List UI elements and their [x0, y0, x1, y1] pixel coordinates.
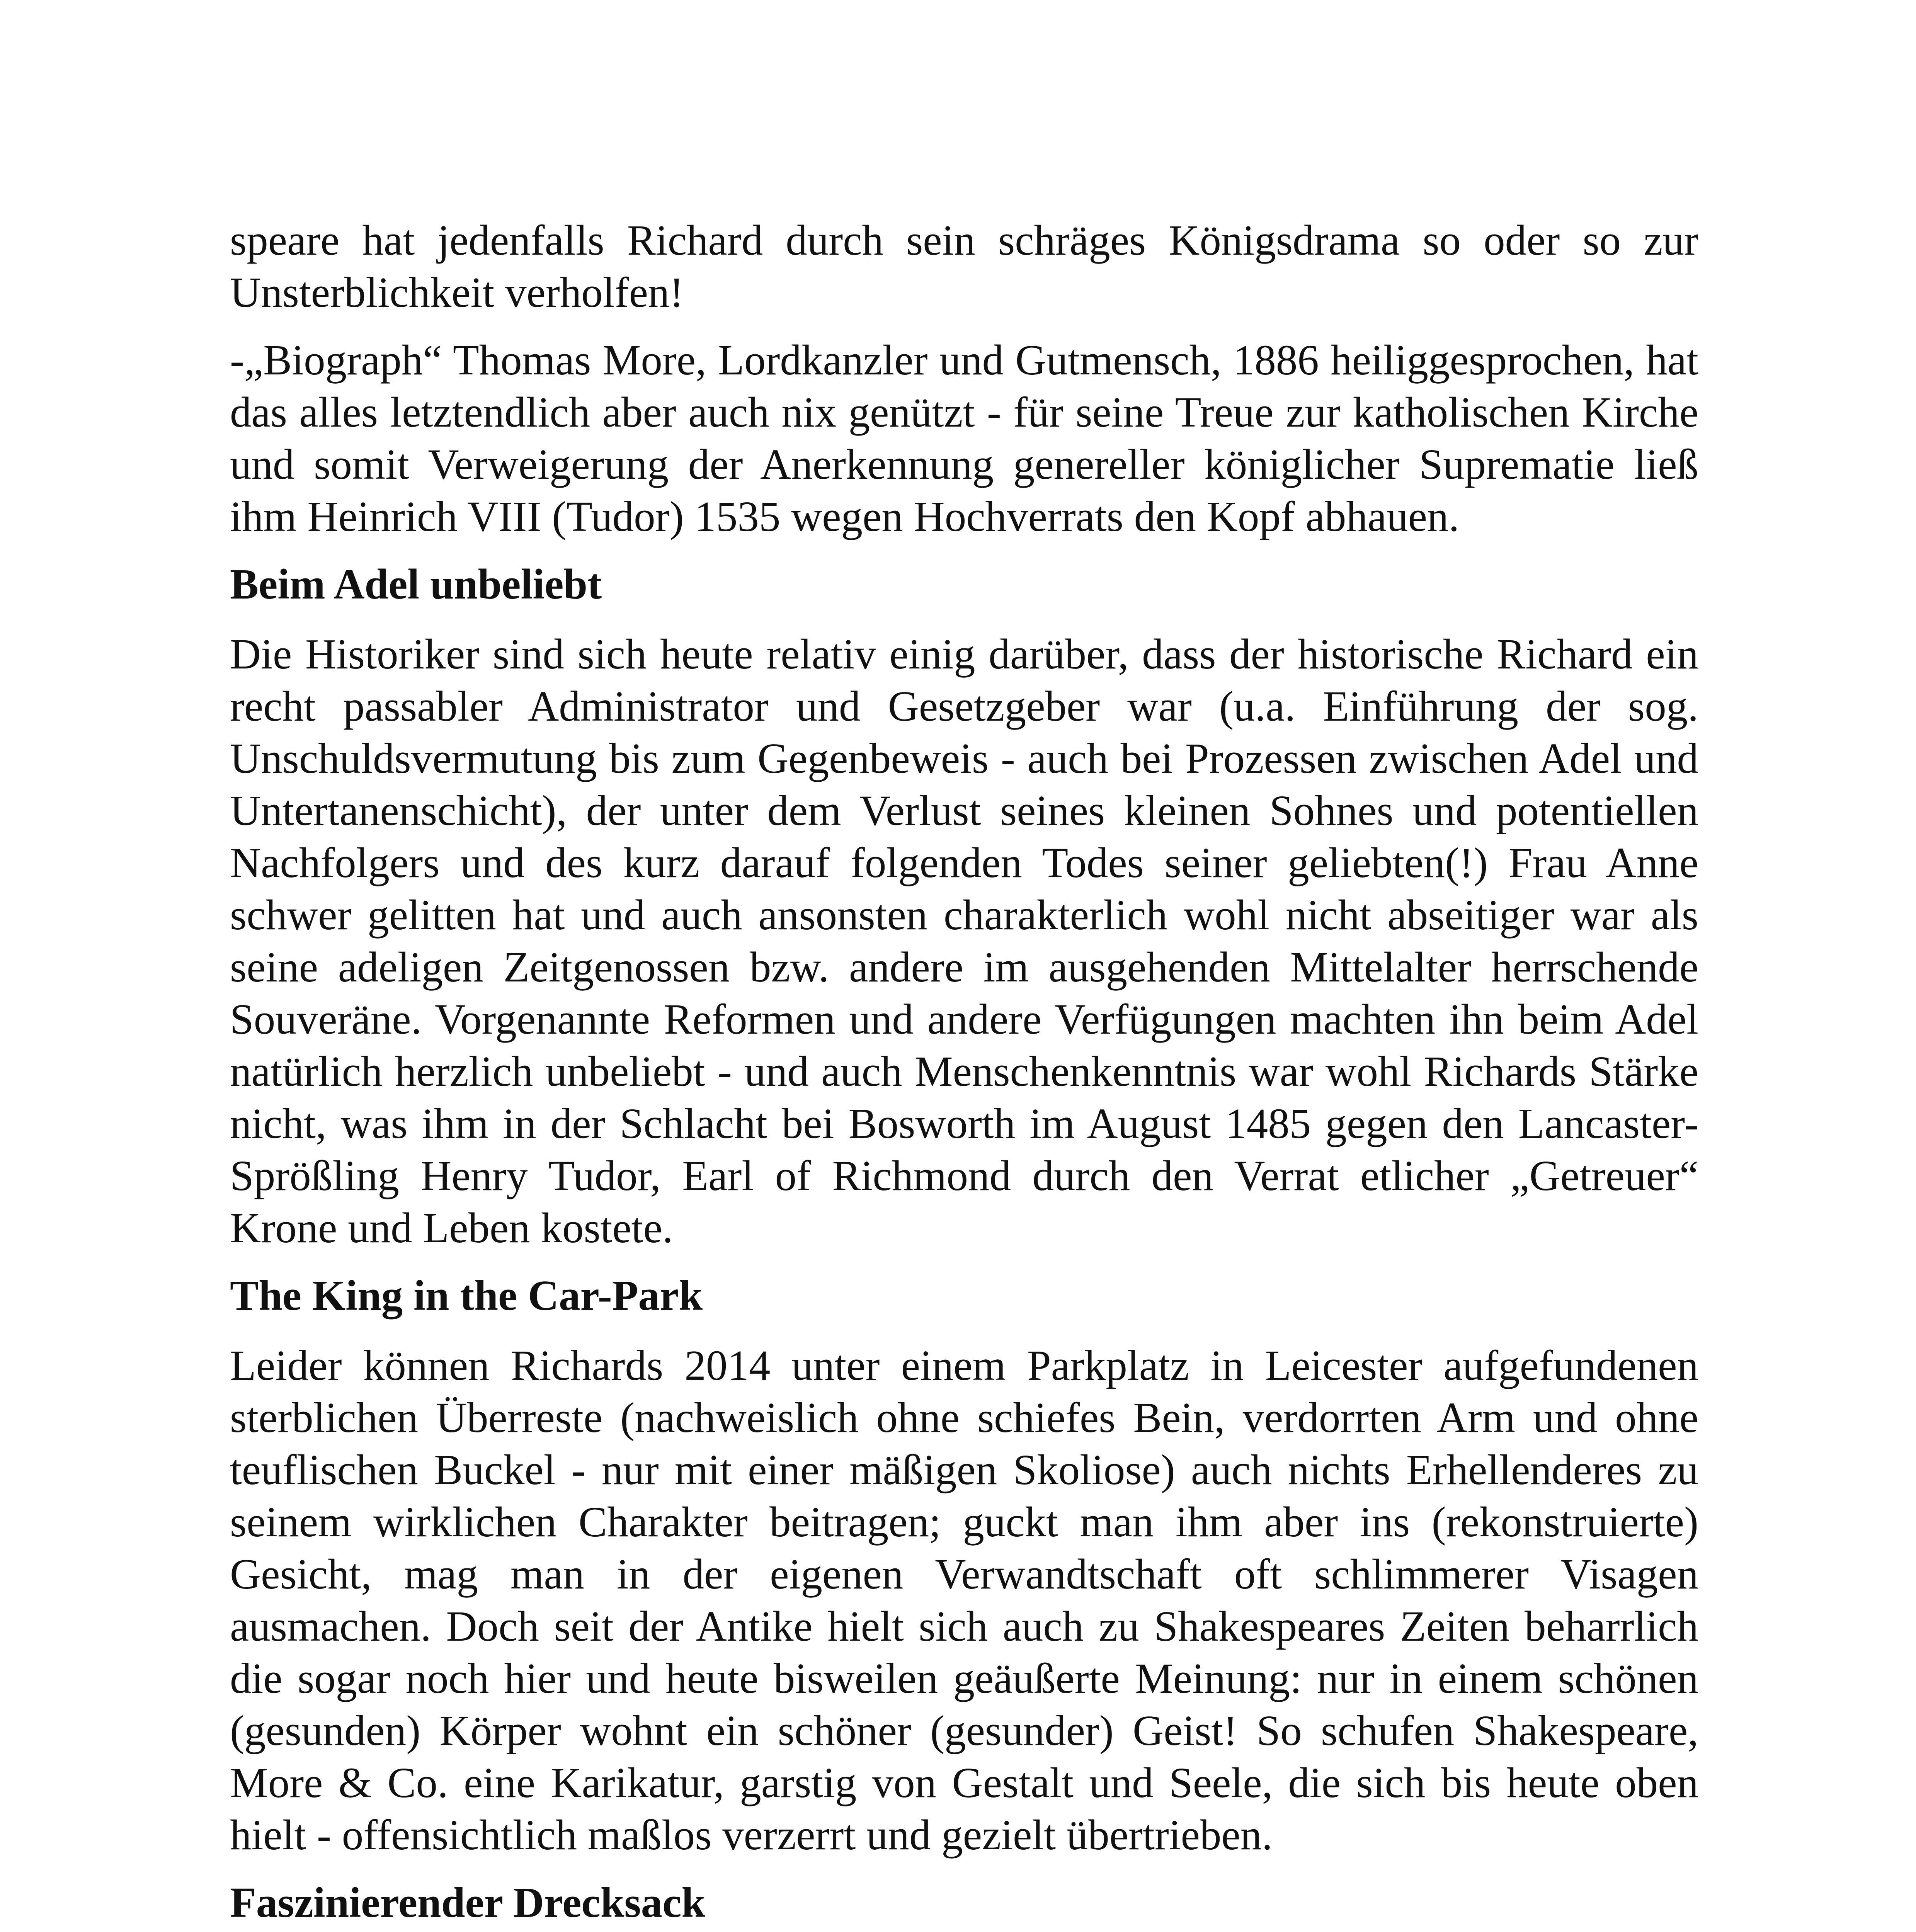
section-heading: The King in the Car-Park — [230, 1272, 703, 1320]
section-heading: Faszinierender Drecksack — [230, 1879, 706, 1927]
paragraph: Die Historiker sind sich heute relativ einig darüber, dass der historische Richard ein recht passabler Administrator und Gesetzgeber war (u.a. Einführung der sog. Unschuldsvermutung bis zum Gegenbeweis - auch bei Prozessen zwischen Adel und Untertanenschicht), der unter dem Verlust seines kleinen Sohnes und potentiellen Nachfolgers und des kurz darauf folgenden Todes seiner geliebten(!) Frau Anne schwer gelitten hat und auch ansonsten charakterlich wohl nicht abseitiger war als seine adeligen Zeitgenossen bzw. andere im ausgehenden Mittelalter herrschende Souveräne. Vorgenannte Reformen und andere Verfügungen machten ihn beim Adel natürlich herzlich unbeliebt - und auch Menschenkenntnis war wohl Richards Stärke nicht, was ihm in der Schlacht bei Bosworth im August 1485 gegen den Lancaster-Sprößling Henry Tudor, Earl of Richmond durch den Verrat etlicher „Getreuer“ Krone und Leben kostete. — [230, 631, 1698, 1252]
body-text — [230, 214, 1698, 1932]
paragraph: Leider können Richards 2014 unter einem Parkplatz in Leicester aufgefundenen sterblichen Überreste (nachweislich ohne schiefes Bein, verdorrten Arm und ohne teuflischen Buckel - nur mit einer mäßigen Skoliose) auch nichts Erhellenderes zu seinem wirklichen Charakter beitragen; guckt man ihm aber ins (rekonstruierte) Gesicht, mag man in der eigenen Verwandtschaft oft schlimmerer Visagen ausmachen. Doch seit der Antike hielt sich auch zu Shakespeares Zeiten beharrlich die sogar noch hier und heute bisweilen geäußerte Meinung: nur in einem schönen (gesunden) Körper wohnt ein schöner (gesunder) Geist! So schufen Shakespeare, More & Co. eine Karikatur, garstig von Gestalt und Seele, die sich bis heute oben hielt - offensichtlich maßlos verzerrt und gezielt übertrieben. — [230, 1342, 1698, 1859]
section-heading: Beim Adel unbeliebt — [230, 561, 602, 608]
paragraph: speare hat jedenfalls Richard durch sein schräges Königsdrama so oder so zur Unsterblichkeit verholfen! — [230, 217, 1698, 316]
paragraph: -„Biograph“ Thomas More, Lordkanzler und Gutmensch, 1886 heiliggesprochen, hat das alles letztendlich aber auch nix genützt - für seine Treue zur katholischen Kirche und somit Verweigerung der Anerkennung genereller königlicher Suprematie ließ ihm Heinrich VIII (Tudor) 1535 wegen Hochverrats den Kopf abhauen. — [230, 337, 1698, 541]
